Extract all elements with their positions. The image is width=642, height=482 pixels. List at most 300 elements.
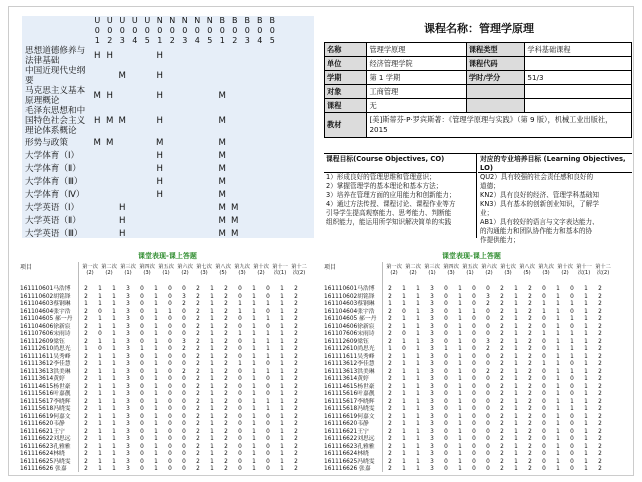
- score-cell: 2: [224, 398, 228, 405]
- table-row: [20, 459, 316, 467]
- student-id: 161116623孔雅雅: [20, 443, 71, 450]
- score-cell: 1: [154, 391, 158, 397]
- score-cell: 0: [238, 368, 242, 375]
- score-cell: 3: [126, 443, 130, 450]
- score-cell: 0: [266, 413, 270, 420]
- score-cell: 1: [154, 308, 158, 315]
- score-cell: 3: [430, 436, 434, 442]
- score-cell: 1: [210, 376, 214, 382]
- score-cell: 2: [598, 331, 602, 337]
- score-cell: 2: [388, 316, 392, 322]
- support-level: [229, 162, 242, 175]
- score-cell: 0: [168, 353, 172, 360]
- score-cell: 1: [210, 428, 214, 435]
- score-cell: 2: [84, 413, 88, 420]
- score-cell: 2: [84, 421, 88, 427]
- student-id: 161113613洪美琳: [324, 368, 375, 375]
- score-cell: 2: [388, 391, 392, 397]
- score-cell: 0: [472, 466, 476, 472]
- student-id: 161116624林晓: [20, 451, 65, 457]
- score-cell: 1: [112, 301, 116, 307]
- table-row: [20, 399, 316, 407]
- score-cell: 2: [294, 376, 298, 382]
- score-cell: 1: [458, 458, 462, 465]
- student-id: 161112610尚思光: [20, 346, 71, 352]
- score-cell: 1: [402, 323, 406, 330]
- score-cell: 1: [210, 346, 214, 352]
- support-level: [266, 136, 279, 149]
- score-cell: 0: [486, 413, 490, 420]
- score-cell: 1: [458, 436, 462, 442]
- score-cell: 2: [598, 286, 602, 292]
- score-cell: 1: [112, 323, 116, 330]
- course-name: 大学英语（Ⅰ）: [25, 202, 80, 213]
- objective-line: 引导学生提高观察能力、思考能力、判断能: [326, 209, 452, 217]
- score-cell: 1: [210, 331, 214, 337]
- score-cell: 0: [182, 443, 186, 450]
- column-header: 第十次(2): [253, 264, 269, 276]
- score-cell: 0: [486, 308, 490, 315]
- score-cell: 2: [224, 428, 228, 435]
- grade-table-right: [322, 250, 622, 472]
- score-cell: 1: [280, 428, 284, 435]
- score-cell: 1: [556, 428, 560, 435]
- score-cell: 1: [556, 353, 560, 360]
- score-cell: 1: [514, 406, 518, 412]
- score-cell: 1: [280, 338, 284, 345]
- score-cell: 2: [388, 323, 392, 330]
- score-cell: 0: [168, 436, 172, 442]
- score-cell: 1: [140, 346, 144, 352]
- score-cell: 0: [182, 451, 186, 457]
- score-cell: 0: [472, 383, 476, 390]
- score-cell: 0: [168, 323, 172, 330]
- score-cell: 1: [514, 421, 518, 427]
- score-cell: 2: [528, 466, 532, 472]
- column-header: 第一次(2): [386, 264, 402, 276]
- support-level: [141, 175, 154, 188]
- score-cell: 1: [112, 293, 116, 300]
- student-id: 161116620韦静: [20, 421, 65, 427]
- support-level: [116, 149, 129, 162]
- score-cell: 2: [196, 353, 200, 360]
- score-cell: 1: [238, 301, 242, 307]
- score-cell: 1: [514, 443, 518, 450]
- score-cell: 0: [472, 316, 476, 322]
- student-id: 161116623孔雅雅: [324, 443, 375, 450]
- student-id: 161116622刘思远: [20, 436, 71, 442]
- support-level: [266, 227, 279, 240]
- score-cell: 0: [542, 451, 546, 457]
- score-cell: 0: [266, 466, 270, 472]
- table-row: [324, 429, 620, 437]
- score-cell: 2: [196, 316, 200, 322]
- score-cell: 0: [472, 331, 476, 337]
- score-cell: 2: [294, 331, 298, 337]
- score-cell: 1: [570, 398, 574, 405]
- score-cell: 2: [196, 331, 200, 337]
- support-level: [254, 86, 267, 106]
- score-cell: 1: [458, 331, 462, 337]
- score-cell: 0: [486, 376, 490, 382]
- score-cell: 1: [98, 428, 102, 435]
- score-cell: 2: [598, 308, 602, 315]
- score-cell: 1: [570, 353, 574, 360]
- score-cell: 0: [168, 398, 172, 405]
- score-cell: 1: [112, 451, 116, 457]
- score-cell: 1: [252, 428, 256, 435]
- score-cell: 2: [388, 361, 392, 367]
- score-cell: 2: [224, 376, 228, 382]
- score-cell: 1: [98, 323, 102, 330]
- score-cell: 3: [430, 368, 434, 375]
- score-cell: 0: [472, 398, 476, 405]
- student-id: 161116619何嘉文: [324, 413, 375, 420]
- support-level: [179, 227, 192, 240]
- score-cell: 2: [294, 286, 298, 292]
- score-cell: 0: [570, 428, 574, 435]
- support-level: [254, 149, 267, 162]
- score-cell: 1: [210, 443, 214, 450]
- support-level: [129, 188, 142, 201]
- outcome-line: 业；: [480, 209, 494, 217]
- column-header: 第三次(1): [120, 264, 136, 276]
- score-cell: 1: [280, 293, 284, 300]
- score-cell: 1: [252, 361, 256, 367]
- support-level: [241, 188, 254, 201]
- score-cell: 0: [238, 391, 242, 397]
- score-cell: 0: [182, 458, 186, 465]
- score-cell: 1: [280, 398, 284, 405]
- score-cell: 1: [416, 398, 420, 405]
- score-cell: 1: [98, 436, 102, 442]
- score-cell: 0: [542, 413, 546, 420]
- support-level: [241, 46, 254, 66]
- matrix-col-header: U 0 3: [119, 16, 126, 45]
- score-cell: 1: [252, 421, 256, 427]
- item-label: 项目: [324, 264, 337, 271]
- support-level: [141, 227, 154, 240]
- support-level: [229, 86, 242, 106]
- score-cell: 3: [430, 383, 434, 390]
- support-level: [254, 188, 267, 201]
- score-cell: 1: [112, 338, 116, 345]
- student-id: 161110601马浩博: [20, 286, 71, 292]
- student-id: 161116621王宁: [324, 428, 369, 435]
- support-level: [254, 46, 267, 66]
- score-cell: 0: [182, 286, 186, 292]
- score-cell: 3: [430, 443, 434, 450]
- score-cell: 0: [140, 421, 144, 427]
- score-cell: 1: [98, 293, 102, 300]
- score-cell: 2: [294, 308, 298, 315]
- score-cell: 1: [416, 451, 420, 457]
- score-cell: 0: [570, 451, 574, 457]
- matrix-row: [22, 214, 279, 227]
- score-cell: 0: [444, 323, 448, 330]
- support-level: [254, 66, 267, 86]
- score-cell: 0: [570, 413, 574, 420]
- section-title: 课堂表现-课上答题: [138, 252, 197, 260]
- support-level: M: [218, 163, 226, 174]
- table-row: [324, 391, 620, 399]
- student-id: 161116622刘思远: [324, 436, 375, 442]
- score-cell: 1: [154, 316, 158, 322]
- score-cell: 0: [140, 443, 144, 450]
- score-cell: 2: [500, 428, 504, 435]
- score-cell: 0: [182, 421, 186, 427]
- score-cell: 1: [402, 301, 406, 307]
- support-level: [179, 66, 192, 86]
- score-cell: 2: [196, 338, 200, 345]
- score-cell: 1: [154, 368, 158, 375]
- score-cell: 0: [140, 316, 144, 322]
- score-cell: 1: [514, 391, 518, 397]
- score-cell: 0: [542, 443, 546, 450]
- score-cell: 2: [388, 376, 392, 382]
- table-row: [324, 294, 620, 302]
- score-cell: 1: [168, 308, 172, 315]
- score-cell: 1: [458, 308, 462, 315]
- score-cell: 3: [126, 308, 130, 315]
- score-cell: 0: [266, 458, 270, 465]
- score-cell: 2: [294, 301, 298, 307]
- score-cell: 1: [280, 383, 284, 390]
- score-cell: 1: [280, 451, 284, 457]
- support-level: M: [93, 91, 101, 101]
- outcome-line: QU2）具有较强的社会责任感和良好的: [480, 173, 594, 181]
- score-cell: 0: [570, 308, 574, 315]
- field-value: 工商管理: [367, 85, 466, 99]
- support-level: [229, 66, 242, 86]
- score-cell: 2: [500, 451, 504, 457]
- score-cell: 1: [266, 346, 270, 352]
- score-cell: 1: [472, 308, 476, 315]
- table-row: [20, 324, 316, 332]
- score-cell: 1: [444, 346, 448, 352]
- score-cell: 1: [402, 361, 406, 367]
- table-row: [20, 339, 316, 347]
- score-cell: 0: [570, 376, 574, 382]
- score-cell: 3: [126, 451, 130, 457]
- student-id: 161116625冯晓雯: [20, 458, 71, 465]
- score-cell: 0: [444, 398, 448, 405]
- score-cell: 1: [252, 323, 256, 330]
- score-cell: 1: [210, 301, 214, 307]
- support-level: M: [106, 137, 114, 148]
- student-id: 161110602胡铭锋: [20, 293, 71, 300]
- score-cell: 0: [444, 383, 448, 390]
- score-cell: 3: [430, 458, 434, 465]
- support-level: [179, 162, 192, 175]
- support-level: [254, 227, 267, 240]
- score-cell: 0: [168, 421, 172, 427]
- score-cell: 1: [98, 316, 102, 322]
- score-cell: 1: [280, 346, 284, 352]
- score-cell: 0: [140, 398, 144, 405]
- score-cell: 1: [416, 443, 420, 450]
- table-row: [324, 339, 620, 347]
- score-cell: 3: [126, 383, 130, 390]
- score-cell: 3: [126, 316, 130, 322]
- score-cell: 1: [252, 301, 256, 307]
- score-cell: 3: [430, 406, 434, 412]
- score-cell: 1: [98, 353, 102, 360]
- support-level: M: [218, 137, 226, 148]
- score-cell: 0: [140, 308, 144, 315]
- score-cell: 2: [84, 353, 88, 360]
- score-cell: 2: [500, 346, 504, 352]
- score-cell: 1: [98, 301, 102, 307]
- score-cell: 2: [500, 338, 504, 345]
- score-cell: 2: [196, 443, 200, 450]
- support-level: [129, 214, 142, 227]
- score-cell: 0: [238, 346, 242, 352]
- score-cell: 0: [182, 413, 186, 420]
- support-level: [166, 136, 179, 149]
- score-cell: 0: [168, 406, 172, 412]
- score-cell: 0: [238, 421, 242, 427]
- score-cell: 1: [280, 406, 284, 412]
- score-cell: 1: [210, 398, 214, 405]
- field-value: 第 1 学期: [367, 71, 466, 85]
- support-level: [254, 106, 267, 136]
- score-cell: 1: [112, 406, 116, 412]
- score-cell: 3: [126, 286, 130, 292]
- score-cell: 1: [514, 293, 518, 300]
- score-cell: 1: [98, 451, 102, 457]
- score-cell: 3: [430, 338, 434, 345]
- column-header: 第五次(1): [462, 264, 478, 276]
- score-cell: 2: [598, 338, 602, 345]
- support-level: [241, 106, 254, 136]
- score-cell: 2: [196, 406, 200, 412]
- score-cell: 2: [486, 368, 490, 375]
- score-cell: 0: [444, 436, 448, 442]
- score-cell: 0: [140, 338, 144, 345]
- support-level: [204, 227, 217, 240]
- score-cell: 3: [126, 361, 130, 367]
- score-cell: 0: [168, 331, 172, 337]
- score-cell: 2: [224, 413, 228, 420]
- score-cell: 0: [444, 443, 448, 450]
- score-cell: 2: [528, 436, 532, 442]
- score-cell: 2: [294, 338, 298, 345]
- student-id: 161104603蔡钢琳: [20, 301, 71, 307]
- score-cell: 2: [388, 338, 392, 345]
- field-label: 单位: [325, 57, 367, 71]
- score-cell: 2: [84, 293, 88, 300]
- score-cell: 1: [458, 406, 462, 412]
- score-cell: 2: [84, 331, 88, 337]
- support-level: H: [156, 51, 163, 61]
- table-row: [20, 354, 316, 362]
- score-cell: 1: [252, 286, 256, 292]
- table-row: [20, 414, 316, 422]
- support-level: [266, 214, 279, 227]
- support-level: [266, 188, 279, 201]
- support-level: [141, 66, 154, 86]
- table-row: [324, 369, 620, 377]
- score-cell: 1: [112, 331, 116, 337]
- support-level: H: [156, 116, 163, 126]
- column-header: 第十二次(2): [291, 264, 307, 276]
- score-cell: 1: [154, 428, 158, 435]
- table-row: [324, 451, 620, 459]
- score-cell: 1: [416, 428, 420, 435]
- score-cell: 0: [486, 451, 490, 457]
- syllabus-row: [325, 71, 632, 85]
- score-cell: 1: [514, 338, 518, 345]
- course-name: 大学体育（Ⅰ）: [25, 150, 80, 161]
- course-objectives: [324, 154, 477, 238]
- score-cell: 1: [210, 316, 214, 322]
- course-name: 大学体育（Ⅱ）: [25, 163, 81, 174]
- support-level: [129, 201, 142, 214]
- score-cell: 1: [252, 293, 256, 300]
- score-cell: 2: [500, 308, 504, 315]
- score-cell: 0: [168, 383, 172, 390]
- score-cell: 0: [182, 316, 186, 322]
- score-cell: 1: [584, 316, 588, 322]
- table-row: [20, 429, 316, 437]
- score-cell: 1: [458, 443, 462, 450]
- outcome-line: AB1）具有较好的语言与文字表达能力、: [480, 218, 599, 226]
- support-level: [216, 66, 229, 86]
- student-id: 161104606徐新宸: [20, 323, 71, 330]
- column-header: 第八次(5): [519, 264, 535, 276]
- score-cell: 1: [210, 286, 214, 292]
- score-cell: 0: [570, 323, 574, 330]
- score-cell: 1: [514, 346, 518, 352]
- student-id: 161107606宋雨诗: [324, 331, 375, 337]
- support-level: [116, 162, 129, 175]
- score-cell: 2: [528, 338, 532, 345]
- table-row: [20, 466, 316, 474]
- score-cell: 1: [584, 286, 588, 292]
- score-cell: 1: [252, 406, 256, 412]
- score-cell: 1: [514, 286, 518, 292]
- support-level: [266, 66, 279, 86]
- score-cell: 0: [140, 391, 144, 397]
- student-id: 161112610尚思光: [324, 346, 375, 352]
- score-cell: 1: [458, 376, 462, 382]
- score-cell: 1: [154, 331, 158, 337]
- student-id: 161113614黄婷: [20, 376, 65, 382]
- score-cell: 0: [444, 353, 448, 360]
- student-id: 161104604张宇浩: [20, 308, 71, 315]
- score-cell: 2: [84, 316, 88, 322]
- score-cell: 1: [584, 421, 588, 427]
- score-cell: 1: [112, 346, 116, 352]
- matrix-row: [22, 46, 279, 66]
- field-label: [466, 99, 525, 113]
- field-label: 对象: [325, 85, 367, 99]
- table-row: [324, 414, 620, 422]
- score-cell: 2: [294, 406, 298, 412]
- support-level: [204, 214, 217, 227]
- field-value: 经济管理学院: [367, 57, 466, 71]
- score-cell: 0: [182, 466, 186, 472]
- score-cell: 0: [542, 428, 546, 435]
- score-cell: 0: [472, 286, 476, 292]
- score-cell: 1: [154, 346, 158, 352]
- score-cell: 1: [514, 458, 518, 465]
- score-cell: 2: [388, 286, 392, 292]
- score-cell: 1: [98, 458, 102, 465]
- score-cell: 2: [528, 323, 532, 330]
- score-cell: 0: [238, 398, 242, 405]
